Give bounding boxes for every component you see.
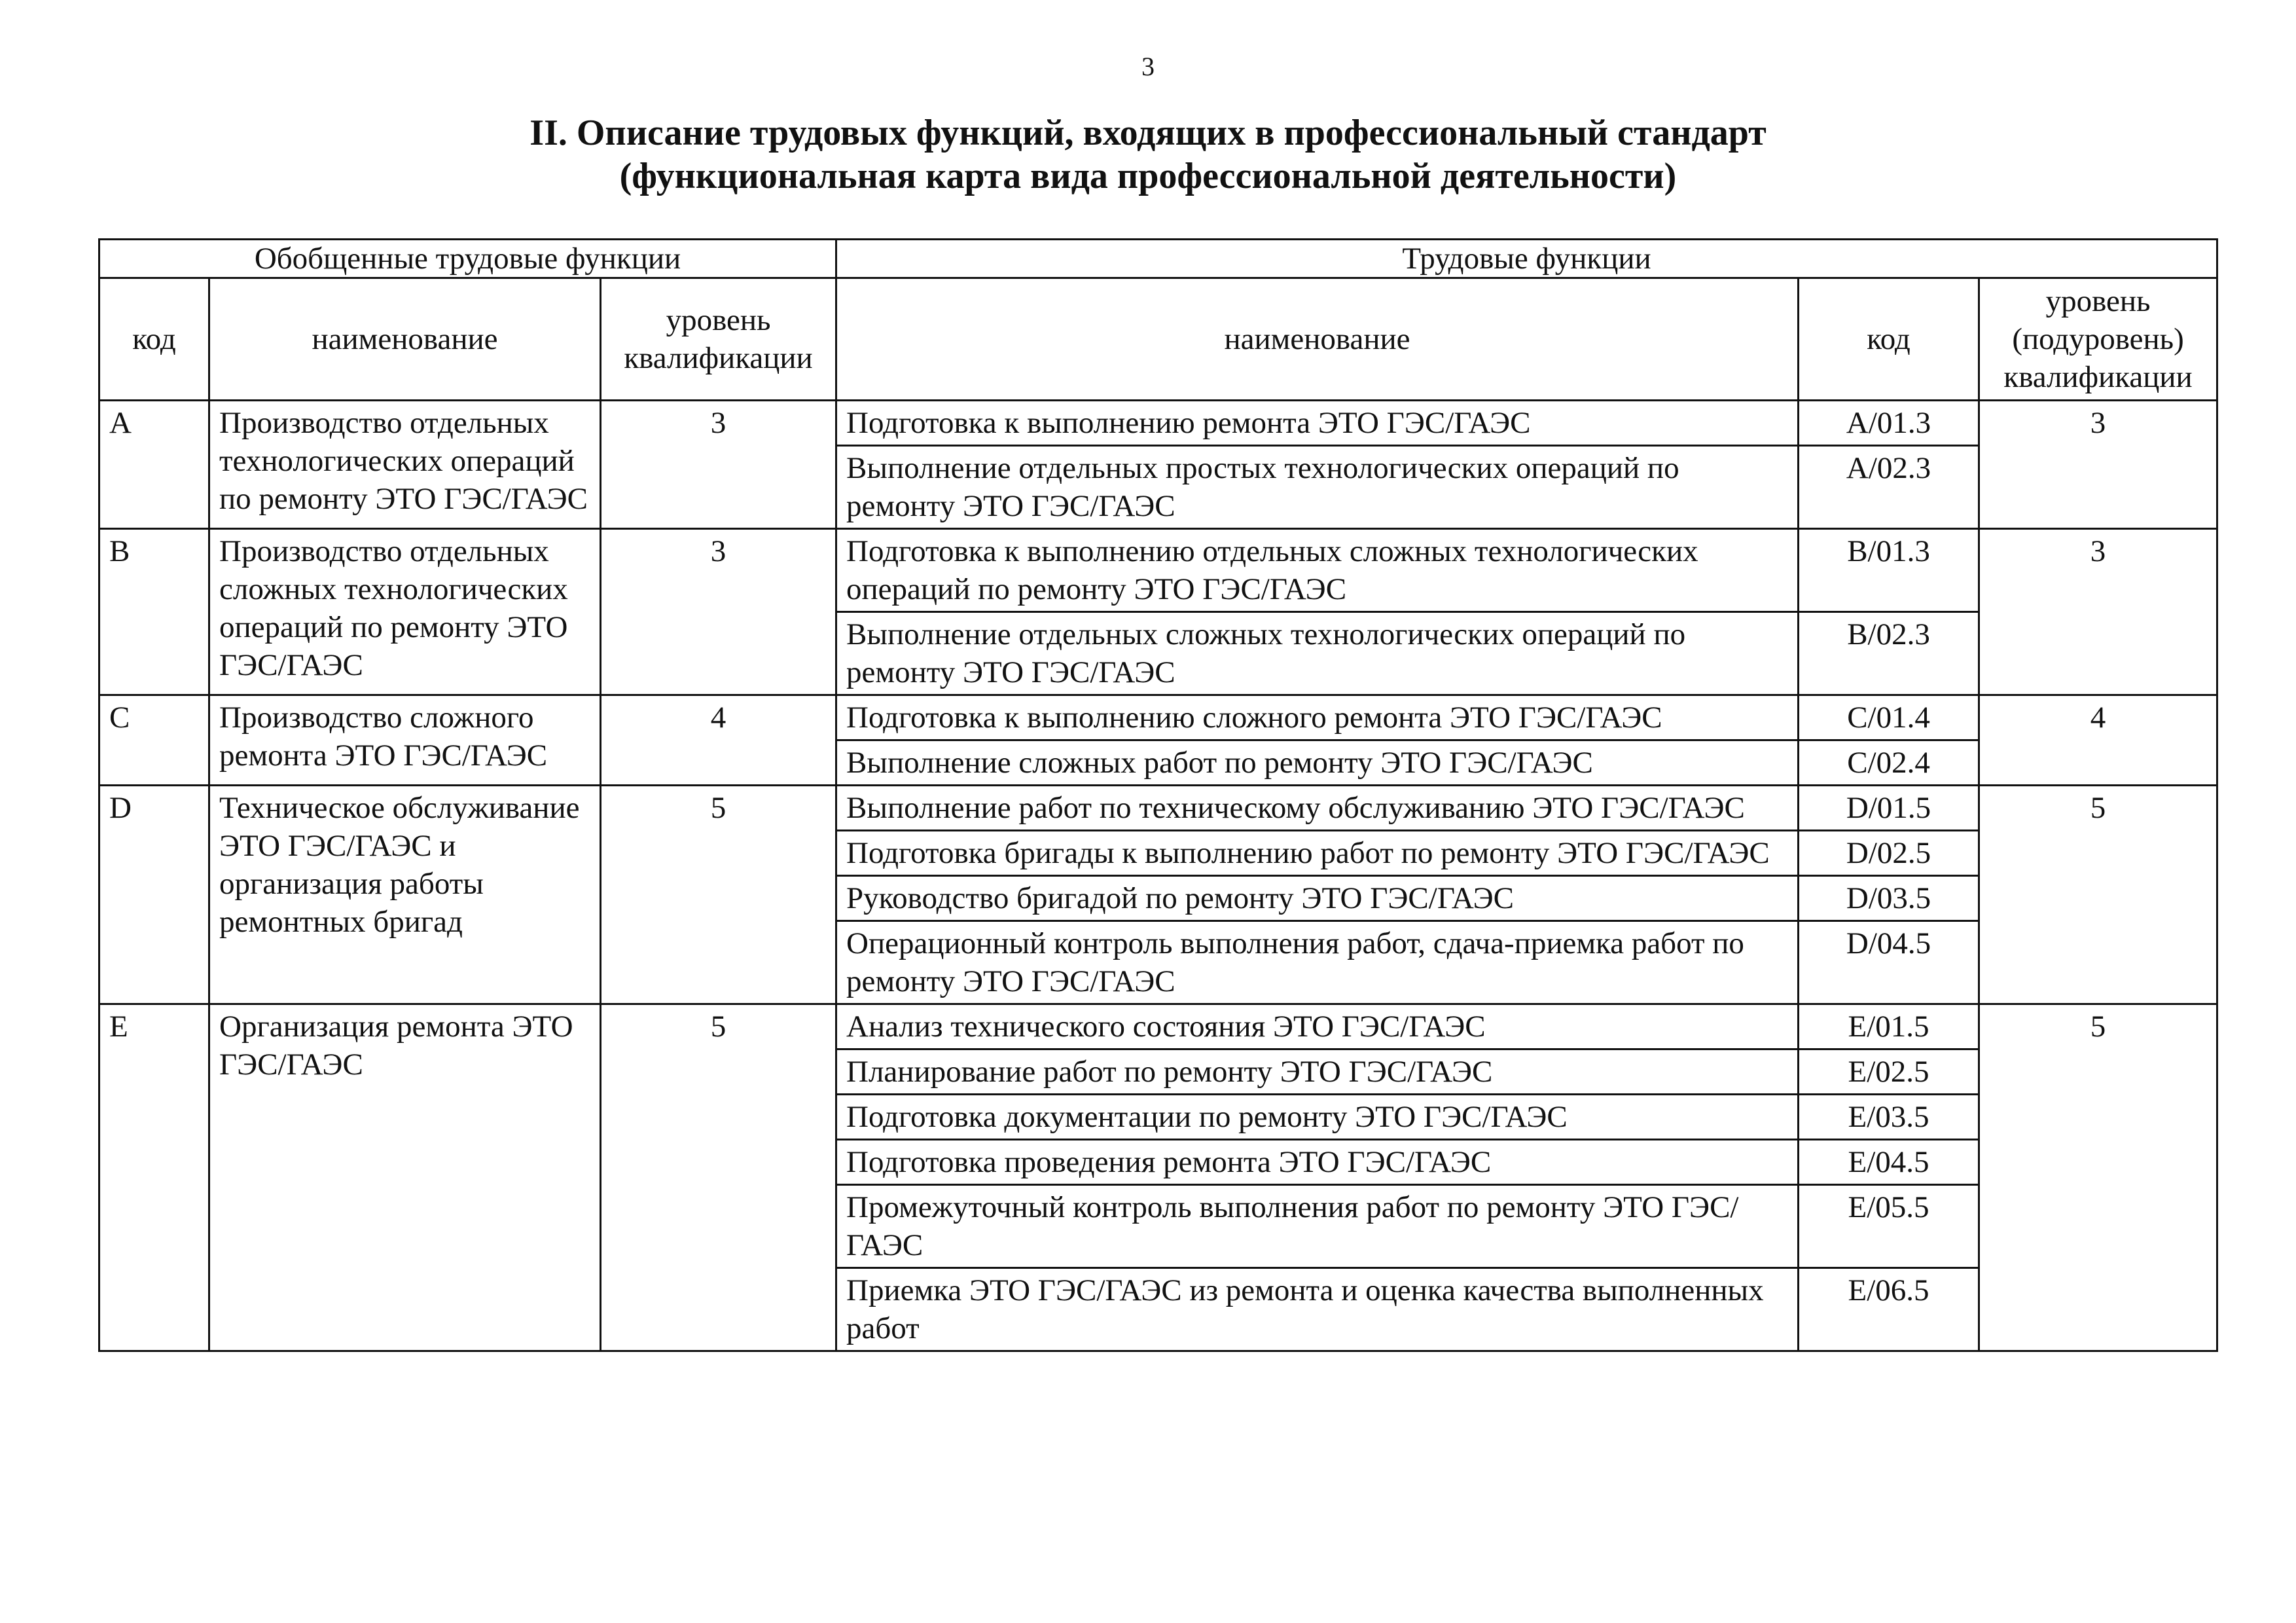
function-code: C/02.4 — [1799, 740, 1979, 786]
group-name: Организация ремонта ЭТО ГЭС/ГАЭС — [209, 1004, 601, 1351]
function-name: Выполнение работ по техническому обслуживанию ЭТО ГЭС/ГАЭС — [836, 786, 1799, 831]
function-code: E/05.5 — [1799, 1185, 1979, 1268]
function-code: D/04.5 — [1799, 921, 1979, 1004]
function-sublevel: 3 — [1979, 401, 2217, 529]
group-name: Техническое обслуживание ЭТО ГЭС/ГАЭС и организация работы ремонтных бригад — [209, 786, 601, 1004]
function-name: Руководство бригадой по ремонту ЭТО ГЭС/ГАЭС — [836, 876, 1799, 921]
function-name: Приемка ЭТО ГЭС/ГАЭС из ремонта и оценка качества выполненных работ — [836, 1268, 1799, 1351]
group-code: E — [99, 1004, 209, 1351]
page-number: 3 — [1141, 52, 1155, 81]
function-code: C/01.4 — [1799, 695, 1979, 740]
function-sublevel: 3 — [1979, 529, 2217, 695]
header-generalized-functions: Обобщенные трудовые функции — [99, 240, 836, 278]
function-name: Подготовка к выполнению отдельных сложных технологических операций по ремонту ЭТО ГЭС/ГАЭС — [836, 529, 1799, 612]
function-code: E/01.5 — [1799, 1004, 1979, 1049]
group-name: Производство отдельных сложных технологических операций по ремонту ЭТО ГЭС/ГАЭС — [209, 529, 601, 695]
function-code: B/02.3 — [1799, 612, 1979, 695]
header-func-name: наименование — [836, 278, 1799, 401]
table-row — [99, 786, 2217, 831]
group-name: Производство сложного ремонта ЭТО ГЭС/ГАЭС — [209, 695, 601, 786]
header-func-code: код — [1799, 278, 1979, 401]
function-name: Выполнение отдельных простых технологических операций по ремонту ЭТО ГЭС/ГАЭС — [836, 446, 1799, 529]
function-code: E/02.5 — [1799, 1049, 1979, 1095]
group-name: Производство отдельных технологических операций по ремонту ЭТО ГЭС/ГАЭС — [209, 401, 601, 529]
header-func-level: уровень (подуровень) квалификации — [1979, 278, 2217, 401]
function-name: Подготовка документации по ремонту ЭТО ГЭС/ГАЭС — [836, 1095, 1799, 1140]
function-code: E/03.5 — [1799, 1095, 1979, 1140]
function-name: Анализ технического состояния ЭТО ГЭС/ГАЭС — [836, 1004, 1799, 1049]
group-code: B — [99, 529, 209, 695]
function-code: A/02.3 — [1799, 446, 1979, 529]
group-level: 5 — [601, 1004, 836, 1351]
function-code: E/04.5 — [1799, 1140, 1979, 1185]
group-level: 3 — [601, 529, 836, 695]
function-name: Подготовка бригады к выполнению работ по ремонту ЭТО ГЭС/ГАЭС — [836, 831, 1799, 876]
function-name: Выполнение отдельных сложных технологических операций по ремонту ЭТО ГЭС/ГАЭС — [836, 612, 1799, 695]
function-code: D/01.5 — [1799, 786, 1979, 831]
column-header-row — [99, 278, 2217, 401]
function-name: Операционный контроль выполнения работ, сдача-приемка работ по ремонту ЭТО ГЭС/ГАЭС — [836, 921, 1799, 1004]
function-sublevel: 4 — [1979, 695, 2217, 786]
function-code: D/03.5 — [1799, 876, 1979, 921]
table-row — [99, 529, 2217, 612]
function-code: A/01.3 — [1799, 401, 1979, 446]
table-row — [99, 1004, 2217, 1049]
function-sublevel: 5 — [1979, 786, 2217, 1004]
function-name: Планирование работ по ремонту ЭТО ГЭС/ГАЭС — [836, 1049, 1799, 1095]
functional-map-table — [98, 238, 2218, 1352]
group-code: C — [99, 695, 209, 786]
group-code: A — [99, 401, 209, 529]
group-header-row — [99, 240, 2217, 278]
group-level: 4 — [601, 695, 836, 786]
group-level: 5 — [601, 786, 836, 1004]
header-gen-name: наименование — [209, 278, 601, 401]
page-title — [0, 111, 2296, 198]
title-line-2: (функциональная карта вида профессиональной деятельности) — [619, 156, 1677, 196]
title-line-1: II. Описание трудовых функций, входящих в профессиональный стандарт — [529, 113, 1767, 153]
group-level: 3 — [601, 401, 836, 529]
function-name: Подготовка к выполнению ремонта ЭТО ГЭС/ГАЭС — [836, 401, 1799, 446]
group-code: D — [99, 786, 209, 1004]
function-code: B/01.3 — [1799, 529, 1979, 612]
function-sublevel: 5 — [1979, 1004, 2217, 1351]
function-name: Подготовка к выполнению сложного ремонта ЭТО ГЭС/ГАЭС — [836, 695, 1799, 740]
function-name: Выполнение сложных работ по ремонту ЭТО ГЭС/ГАЭС — [836, 740, 1799, 786]
table-row — [99, 695, 2217, 740]
function-code: E/06.5 — [1799, 1268, 1979, 1351]
table-row — [99, 401, 2217, 446]
function-code: D/02.5 — [1799, 831, 1979, 876]
header-gen-level: уровень квалификации — [601, 278, 836, 401]
function-name: Промежуточный контроль выполнения работ по ремонту ЭТО ГЭС/ГАЭС — [836, 1185, 1799, 1268]
function-name: Подготовка проведения ремонта ЭТО ГЭС/ГАЭС — [836, 1140, 1799, 1185]
header-gen-code: код — [99, 278, 209, 401]
header-labor-functions: Трудовые функции — [836, 240, 2217, 278]
